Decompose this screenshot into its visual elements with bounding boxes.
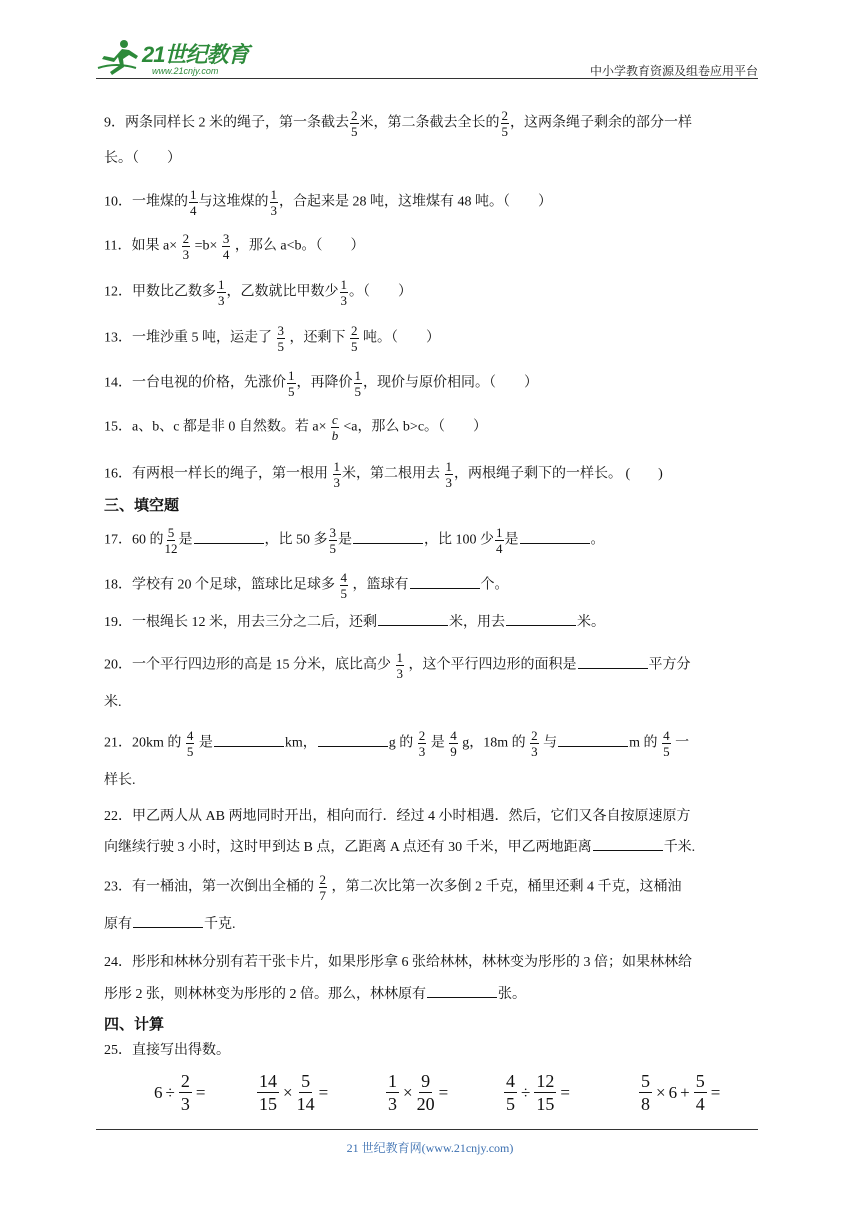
answer-blank	[410, 574, 480, 589]
answer-blank	[194, 529, 264, 544]
fraction: $\frac{1}{4}$	[190, 187, 197, 218]
question-12: 12．甲数比乙数多 $\frac{1}{3}$ ，乙数就比甲数少 $\frac{1}{3}$ 。（ ）	[104, 277, 412, 308]
question-11: 11．如果 a× $\frac{2}{3}$ =b× $\frac{3}{4}$ ，那么 a<b。（ ）	[104, 231, 365, 262]
fraction: $\frac{1}{4}$	[496, 525, 503, 556]
fraction: $\frac{5}{14}$	[296, 1071, 315, 1114]
question-18: 18．学校有 20 个足球，篮球比足球多 $\frac{4}{5}$ ，篮球有 个。	[104, 570, 509, 601]
calc-item-3: $\frac{1}{3}$ × $\frac{9}{20}$ =	[388, 1071, 449, 1114]
question-13: 13．一堆沙重 5 吨，运走了 $\frac{3}{5}$ ，还剩下 $\frac{2}{5}$ 吨。（ ）	[104, 323, 440, 354]
fraction: $\frac{1}{5}$	[288, 368, 295, 399]
section-title-fill-blank: 三、填空题	[104, 496, 180, 514]
fraction: $\frac{1}{3}$	[333, 459, 340, 490]
fraction: $\frac{3}{5}$	[329, 525, 336, 556]
answer-blank	[520, 529, 590, 544]
question-9: 9．两条同样长 2 米的绳子，第一条截去 $\frac{2}{5}$ 米，第二条截去全长的 $\frac{2}{5}$ ，这两条绳子剩余的部分一样	[104, 108, 692, 139]
fraction: $\frac{9}{20}$	[416, 1071, 435, 1114]
question-14: 14．一台电视的价格，先涨价 $\frac{1}{5}$ ，再降价 $\frac{1}{5}$ ，现价与原价相同。（ ）	[104, 368, 538, 399]
fraction: $\frac{2}{5}$	[351, 108, 358, 139]
question-19: 19．一根绳长 12 米，用去三分之二后，还剩 米，用去 米。	[104, 611, 605, 634]
answer-blank	[133, 913, 203, 928]
fraction: $\frac{c}{b}$	[331, 412, 339, 443]
fraction: $\frac{2}{3}$	[531, 728, 538, 759]
fraction: $\frac{5}{8}$	[641, 1071, 650, 1114]
fraction: $\frac{1}{3}$	[340, 277, 347, 308]
fraction: $\frac{12}{15}$	[536, 1071, 555, 1114]
answer-blank	[318, 732, 388, 747]
calc-item-4: $\frac{4}{5}$ ÷ $\frac{12}{15}$ =	[506, 1071, 570, 1114]
answer-blank	[427, 983, 497, 998]
question-24-line2: 彤彤 2 张，则林林变为彤彤的 2 倍。那么，林林原有 张。	[104, 983, 526, 1006]
runner-logo-icon	[96, 38, 140, 76]
answer-blank	[558, 732, 628, 747]
answer-blank	[353, 529, 423, 544]
fraction: $\frac{4}{9}$	[450, 728, 457, 759]
answer-blank	[593, 836, 663, 851]
fraction: $\frac{2}{3}$	[180, 1071, 190, 1114]
question-16: 16．有两根一样长的绳子，第一根用 $\frac{1}{3}$ 米，第二根用去 $\frac{1}{3}$ ，两根绳子剩下的一样长。 ( )	[104, 459, 663, 490]
question-17: 17．60 的 $\frac{5}{12}$ 是 ，比 50 多 $\frac{3}{5}$ 是 ，比 100 少 $\frac{1}{4}$ 是 。	[104, 525, 605, 556]
platform-label: 中小学教育资源及组卷应用平台	[589, 64, 758, 78]
question-22: 22．甲乙两人从 AB 两地同时开出，相向而行．经过 4 小时相遇．然后，它们又各自按原速原方	[104, 809, 691, 824]
section-title-calculation: 四、计算	[104, 1015, 165, 1033]
question-23: 23．有一桶油，第一次倒出全桶的 $\frac{2}{7}$ ，第二次比第一次多倒 2 千克，桶里还剩 4 千克，这桶油	[104, 872, 682, 903]
fraction: $\frac{4}{5}$	[663, 728, 670, 759]
fraction: $\frac{4}{5}$	[340, 570, 347, 601]
question-15: 15．a、b、c 都是非 0 自然数。若 a× $\frac{c}{b}$ <a，那么 b>c。（ ）	[104, 412, 488, 443]
question-20-line2: 米.	[104, 695, 122, 710]
fraction: $\frac{1}{3}$	[396, 650, 403, 681]
fraction: $\frac{3}{4}$	[222, 231, 230, 262]
fraction: $\frac{5}{4}$	[695, 1071, 705, 1114]
footer-text: 21 世纪教育网(www.21cnjy.com)	[346, 1141, 514, 1155]
fraction: $\frac{1}{3}$	[270, 187, 277, 218]
calc-item-5: $\frac{5}{8}$ × 6 + $\frac{5}{4}$ =	[641, 1071, 721, 1114]
fraction: $\frac{4}{5}$	[186, 728, 194, 759]
fraction: $\frac{1}{5}$	[354, 368, 361, 399]
fraction: $\frac{2}{5}$	[351, 323, 358, 354]
logo-url: www.21cnjy.com	[152, 66, 219, 76]
page-header	[96, 36, 758, 78]
calc-item-2: $\frac{14}{15}$ × $\frac{5}{14}$ =	[259, 1071, 329, 1114]
question-21-line2: 样长.	[104, 773, 136, 788]
calc-item-1: 6 ÷ $\frac{2}{3}$ =	[154, 1071, 206, 1114]
logo-title: 21世纪教育	[142, 42, 249, 67]
question-22-line2: 向继续行驶 3 小时，这时甲到达 B 点，乙距离 A 点还有 30 千米，甲乙两地距离 千米.	[104, 836, 695, 859]
answer-blank	[506, 611, 576, 626]
fraction: $\frac{1}{3}$	[445, 459, 452, 490]
fraction: $\frac{4}{5}$	[506, 1071, 515, 1114]
footer-divider	[96, 1129, 758, 1130]
fraction: $\frac{2}{3}$	[182, 231, 190, 262]
fraction: $\frac{2}{5}$	[501, 108, 508, 139]
fraction: $\frac{5}{12}$	[164, 525, 178, 556]
question-9-line2: 长。（ ）	[104, 151, 181, 166]
fraction: $\frac{2}{7}$	[319, 872, 326, 903]
logo	[96, 36, 248, 76]
question-20: 20．一个平行四边形的高是 15 分米，底比高少 $\frac{1}{3}$ ，这个平行四边形的面积是 平方分	[104, 650, 691, 681]
header-divider	[96, 78, 758, 79]
question-25: 25．直接写出得数。	[104, 1043, 230, 1058]
question-10: 10．一堆煤的 $\frac{1}{4}$ 与这堆煤的 $\frac{1}{3}$ ，合起来是 28 吨，这堆煤有 48 吨。（ ）	[104, 187, 552, 218]
fraction: $\frac{1}{3}$	[388, 1071, 397, 1114]
fraction: $\frac{3}{5}$	[277, 323, 284, 354]
fraction: $\frac{2}{3}$	[418, 728, 426, 759]
answer-blank	[378, 611, 448, 626]
fraction: $\frac{14}{15}$	[259, 1071, 277, 1114]
answer-blank	[214, 732, 284, 747]
answer-blank	[578, 654, 648, 669]
question-24: 24．彤彤和林林分别有若干张卡片，如果彤彤拿 6 张给林林，林林变为彤彤的 3 倍；如果林林给	[104, 955, 692, 970]
fraction: $\frac{1}{3}$	[218, 277, 225, 308]
question-23-line2: 原有 千克.	[104, 913, 236, 936]
question-21: 21．20km 的 $\frac{4}{5}$ 是 km， g 的 $\frac{2}{3}$ 是 $\frac{4}{9}$ g，18m 的 $\frac{2}{3}$ 与 m 的 $\frac{4}{5}$ 一	[104, 728, 690, 759]
